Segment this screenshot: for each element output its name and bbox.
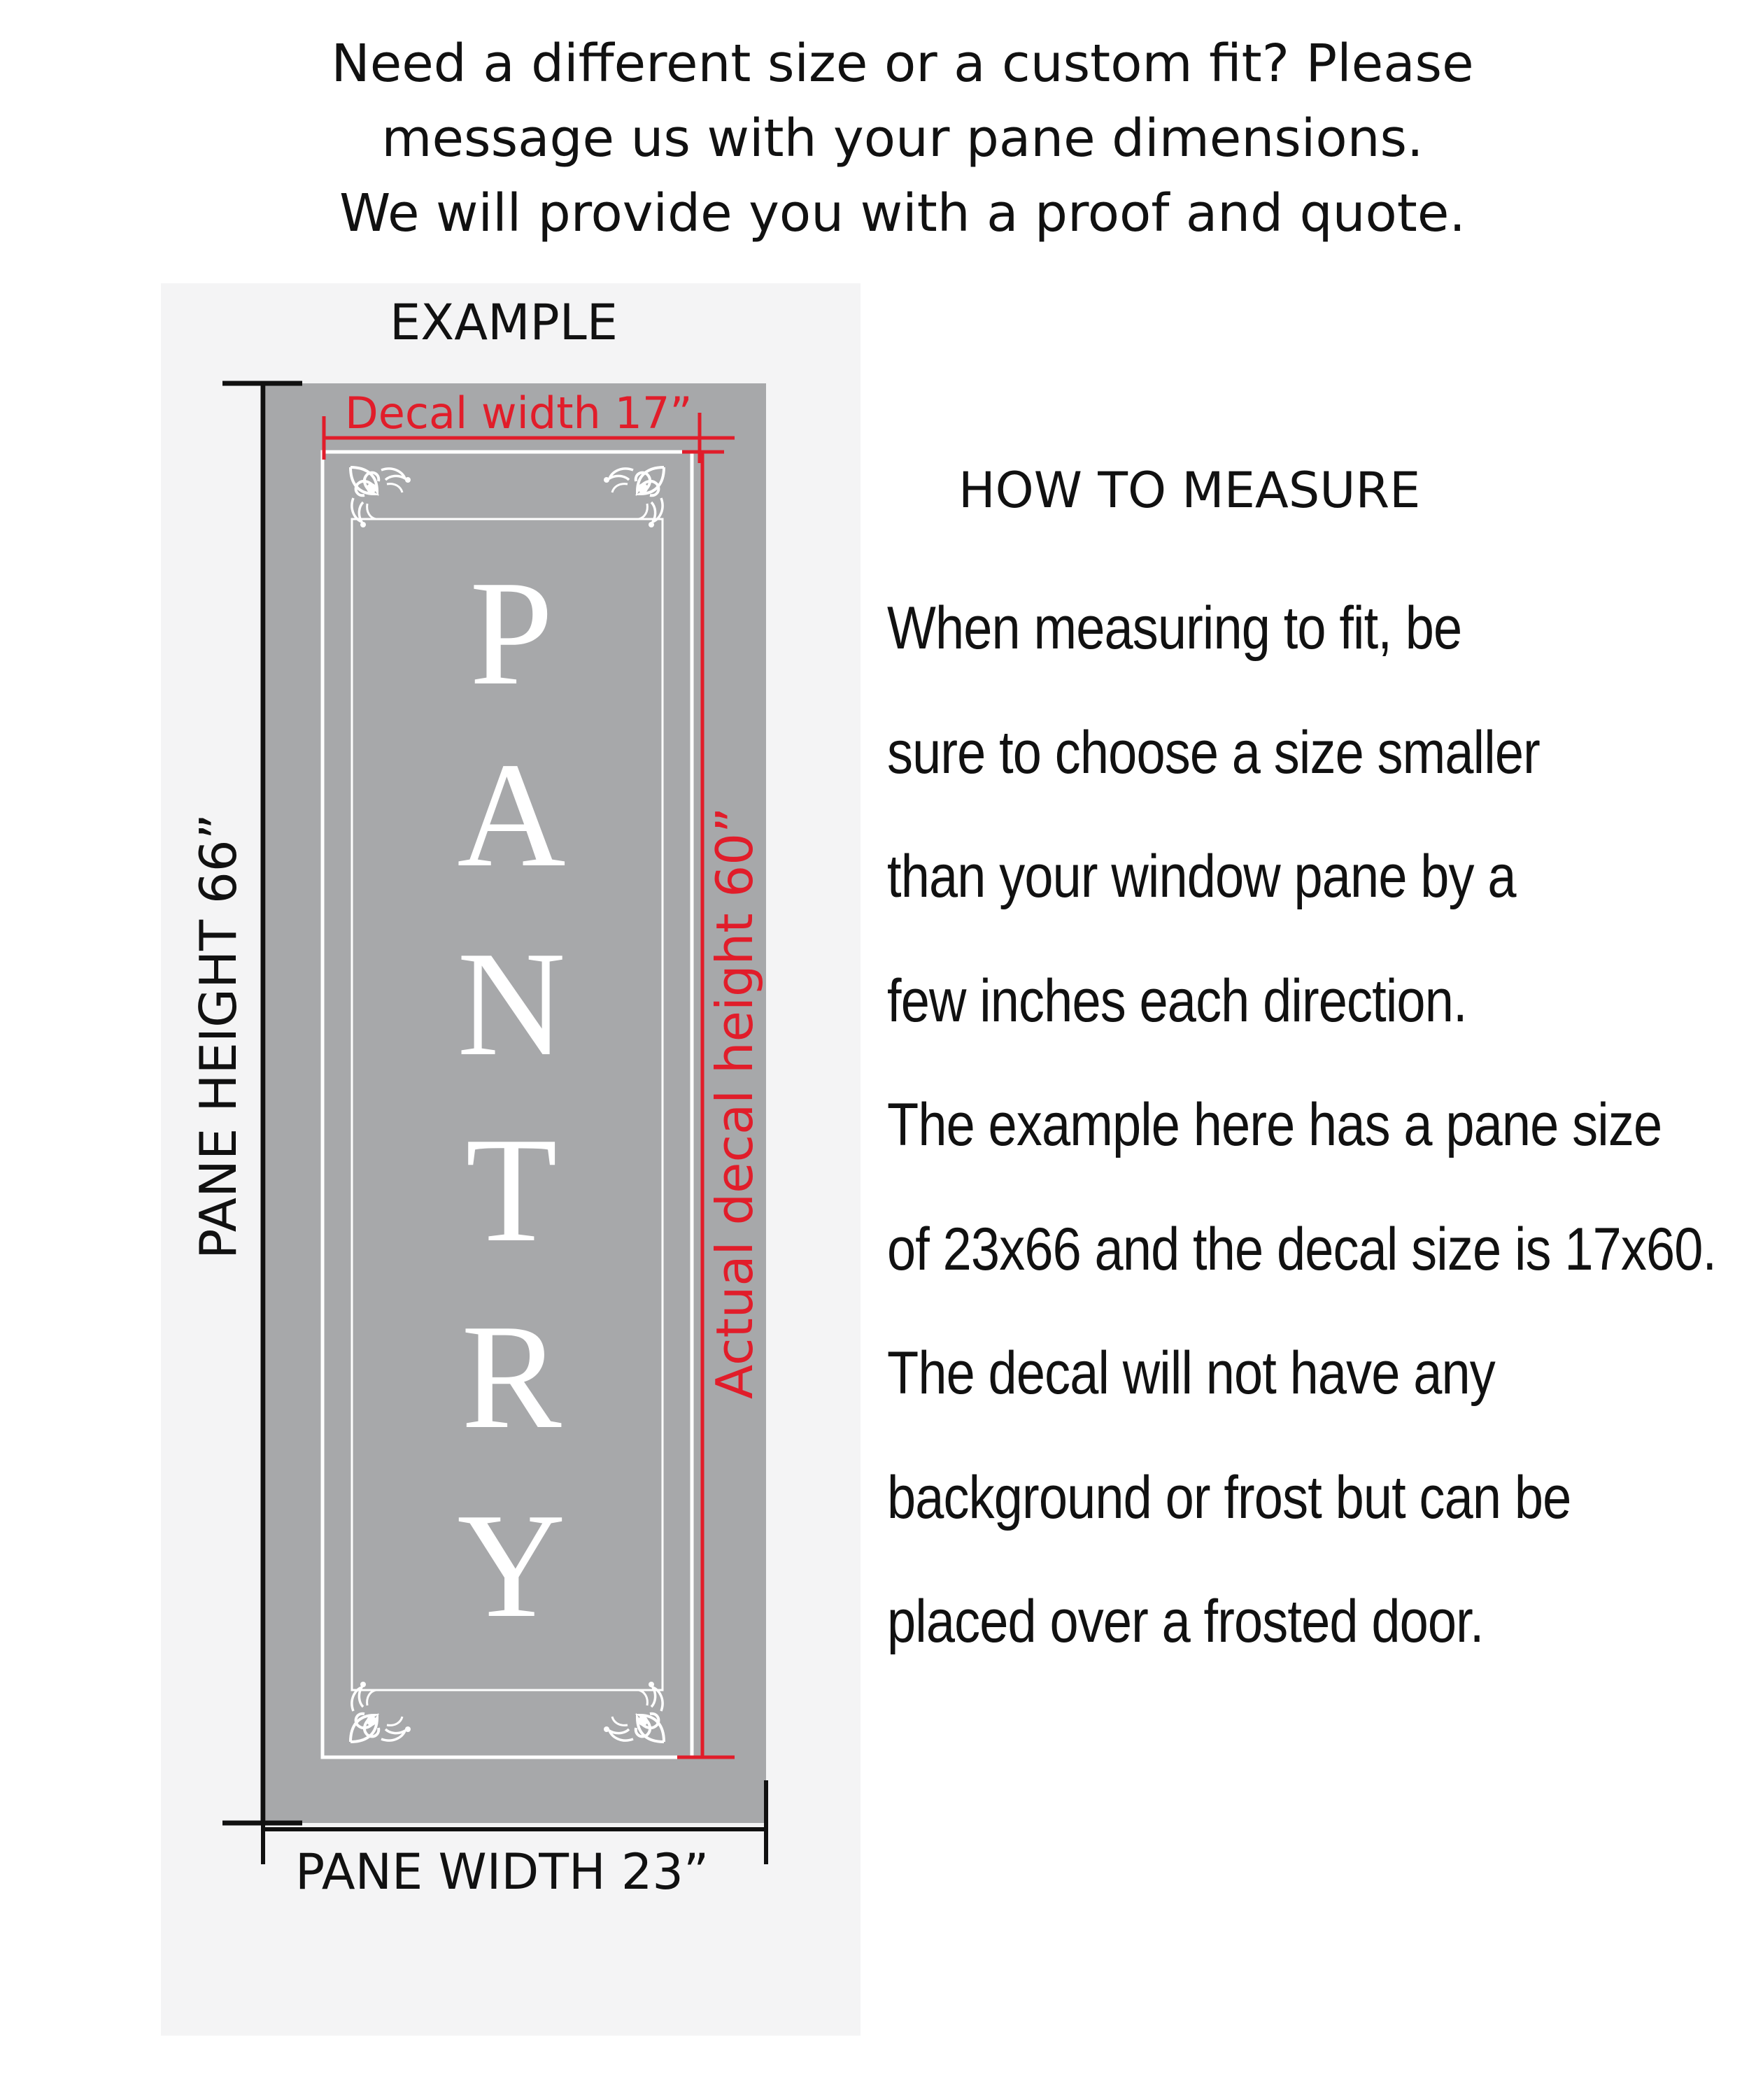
- pane-height-label: PANE HEIGHT 66”: [189, 814, 248, 1259]
- instruction-line: few inches each direction.: [887, 967, 1467, 1035]
- example-label: EXAMPLE: [390, 294, 618, 351]
- decal-letter: A: [457, 731, 566, 898]
- decal-letter: P: [469, 549, 553, 716]
- pane-width-label: PANE WIDTH 23”: [295, 1843, 709, 1901]
- instruction-line: placed over a frosted door.: [887, 1588, 1484, 1655]
- instruction-line: When measuring to fit, be: [887, 595, 1462, 662]
- instruction-line: background or frost but can be: [887, 1463, 1571, 1531]
- note-line: We will provide you with a proof and quote.: [339, 183, 1466, 243]
- how-to-measure-title: HOW TO MEASURE: [958, 462, 1421, 519]
- note-line: message us with your pane dimensions.: [381, 108, 1424, 169]
- decal-letter: Y: [457, 1482, 566, 1649]
- measuring-instructions: [887, 593, 1748, 1711]
- decal-letter: R: [461, 1293, 562, 1460]
- instruction-line: The example here has a pane size: [887, 1091, 1662, 1158]
- decal-letter: N: [457, 920, 566, 1087]
- decal-width-label: Decal width 17”: [345, 388, 693, 439]
- decal-letter: T: [465, 1106, 558, 1273]
- instruction-line: of 23x66 and the decal size is 17x60.: [887, 1215, 1717, 1283]
- instruction-line: The decal will not have any: [887, 1340, 1495, 1407]
- instruction-line: than your window pane by a: [887, 843, 1516, 910]
- instruction-line: sure to choose a size smaller: [887, 718, 1540, 786]
- decal-height-label: Actual decal height 60”: [705, 807, 764, 1399]
- note-line: Need a different size or a custom fit? Please: [331, 34, 1474, 94]
